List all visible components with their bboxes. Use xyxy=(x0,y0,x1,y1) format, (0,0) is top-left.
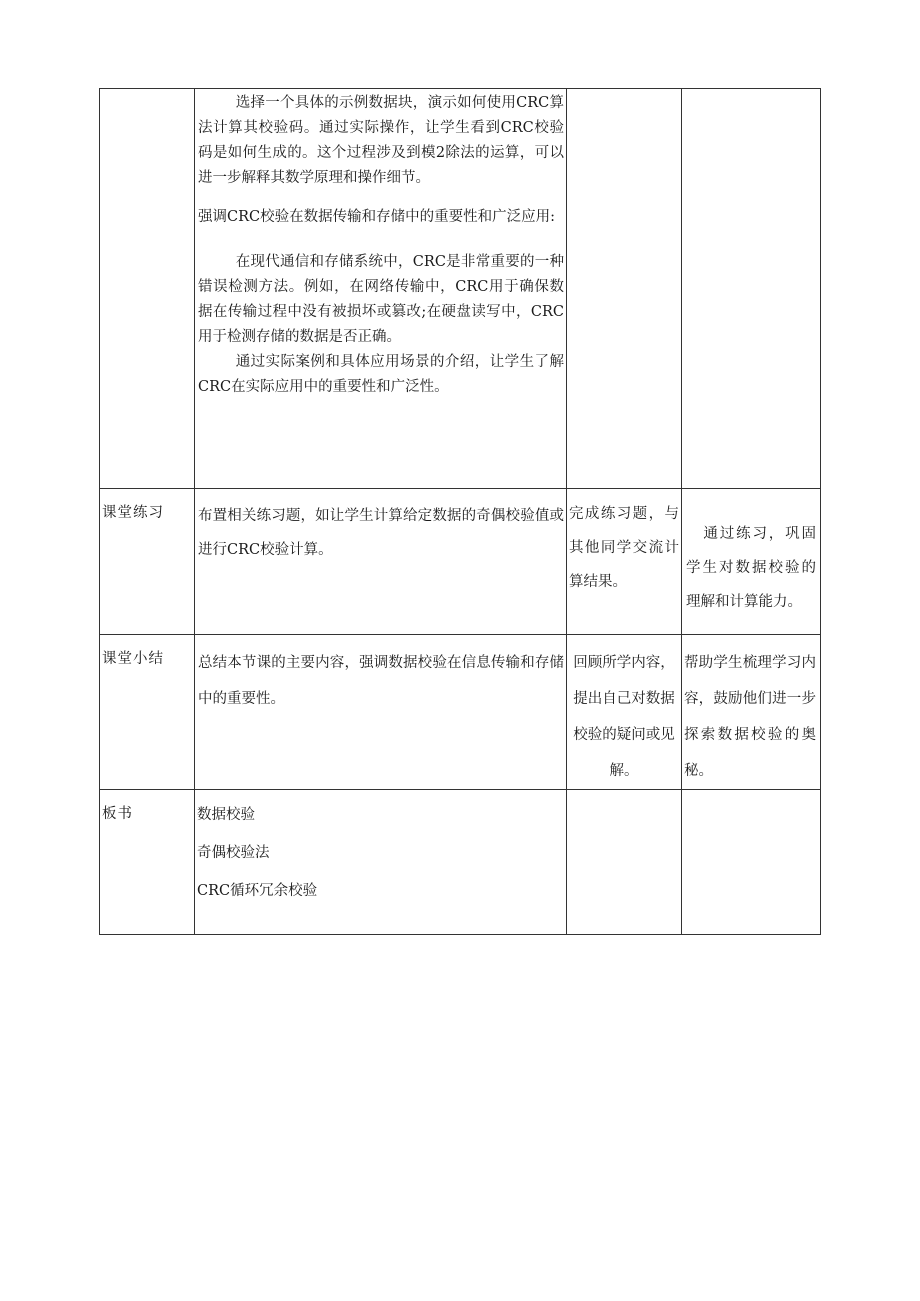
board-item: CRC循环冗余校验 xyxy=(197,883,318,899)
row-label xyxy=(100,89,194,101)
board-item: 奇偶校验法 xyxy=(197,845,270,861)
row-label-cell xyxy=(100,89,195,489)
row-label-summary: 课堂小结 xyxy=(102,651,164,667)
lesson-plan-table xyxy=(99,88,821,935)
row-label-cell xyxy=(100,790,195,935)
student-activity-cell xyxy=(567,635,682,790)
practice-content-text: 布置相关练习题，如让学生计算给定数据的奇偶校验值或进行CRC校验计算。 xyxy=(198,508,564,558)
board-item: 数据校验 xyxy=(197,807,255,823)
row-label-board: 板书 xyxy=(102,806,133,822)
teaching-content-cell xyxy=(195,489,567,635)
student-activity-cell xyxy=(567,89,682,489)
teaching-content-cell xyxy=(195,635,567,790)
table-row-practice xyxy=(100,489,821,635)
summary-content-text: 总结本节课的主要内容，强调数据校验在信息传输和存储中的重要性。 xyxy=(198,655,564,707)
table-row-crc-demo xyxy=(100,89,821,489)
student-activity-cell xyxy=(567,790,682,935)
crc-summary-paragraph: 通过实际案例和具体应用场景的介绍，让学生了解CRC在实际应用中的重要性和广泛性。 xyxy=(198,354,564,395)
table-row-summary xyxy=(100,635,821,790)
crc-application-paragraph: 在现代通信和存储系统中，CRC是非常重要的一种错误检测方法。例如，在网络传输中，CRC用于确保数据在传输过程中没有被损坏或篡改;在硬盘读写中，CRC用于检测存储的数据是否正确。 xyxy=(198,254,564,345)
practice-intent-text: 通过练习，巩固学生对数据校验的理解和计算能力。 xyxy=(686,526,816,610)
row-label-cell xyxy=(100,635,195,790)
summary-student-text: 回顾所学内容，提出自己对数据校验的疑问或见解。 xyxy=(573,655,675,779)
board-content-cell xyxy=(195,790,567,935)
summary-intent-text: 帮助学生梳理学习内容，鼓励他们进一步探索数据校验的奥秘。 xyxy=(684,655,816,779)
table-row-board xyxy=(100,790,821,935)
row-label-practice: 课堂练习 xyxy=(102,505,164,521)
design-intent-cell xyxy=(682,790,821,935)
design-intent-cell xyxy=(682,89,821,489)
practice-student-text: 完成练习题，与其他同学交流计算结果。 xyxy=(569,506,679,590)
lesson-plan-sheet xyxy=(99,88,820,935)
teaching-content-cell xyxy=(195,89,567,489)
crc-demo-paragraph: 选择一个具体的示例数据块，演示如何使用CRC算法计算其校验码。通过实际操作，让学生看到CRC校验码是如何生成的。这个过程涉及到模2除法的运算，可以进一步解释其数学原理和操作细节。 xyxy=(198,95,564,186)
crc-importance-heading: 强调CRC校验在数据传输和存储中的重要性和广泛应用: xyxy=(198,209,555,225)
student-activity-cell xyxy=(567,489,682,635)
design-intent-cell xyxy=(682,635,821,790)
row-label-cell xyxy=(100,489,195,635)
design-intent-cell xyxy=(682,489,821,635)
